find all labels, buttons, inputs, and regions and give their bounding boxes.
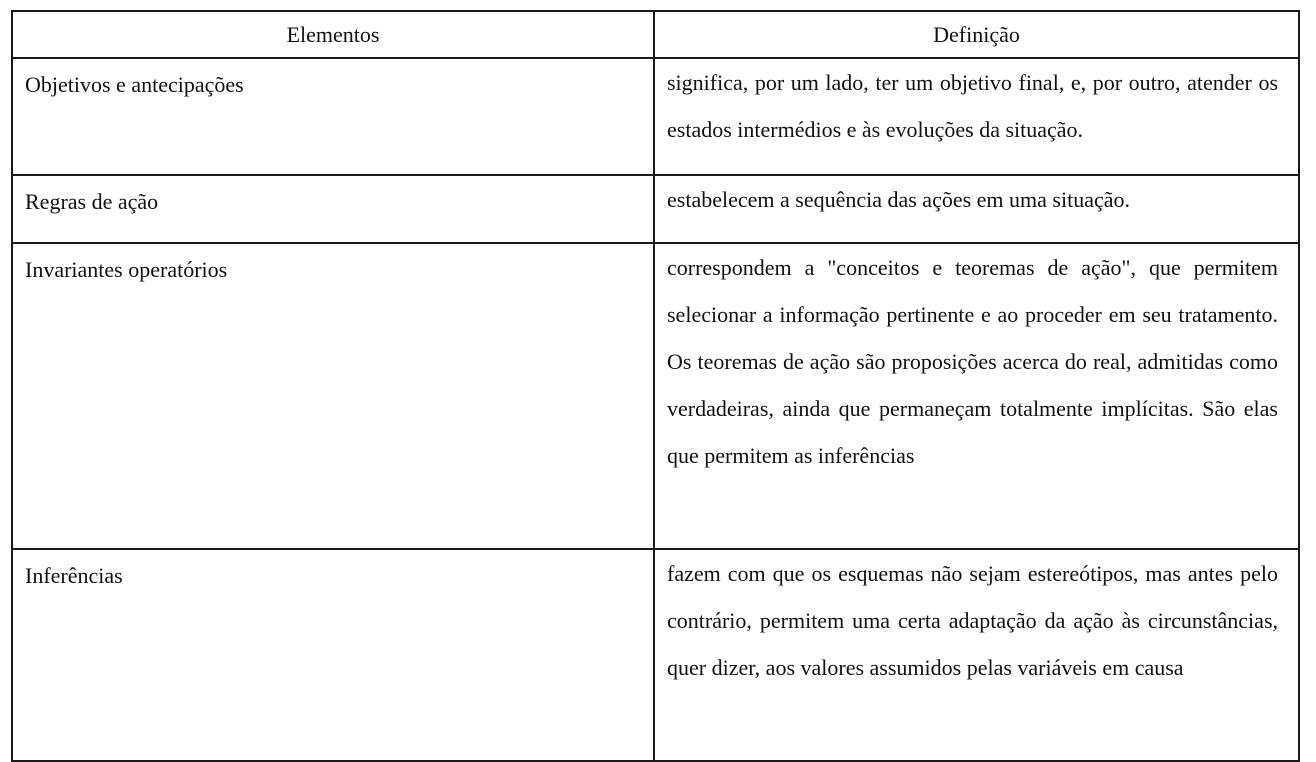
definition-cell: significa, por um lado, ter um objetivo final, e, por outro, atender os estados intermédios e às evoluções da situação. — [654, 58, 1299, 175]
table-row — [12, 243, 1299, 549]
element-cell: Invariantes operatórios — [12, 243, 654, 549]
table-header-row — [12, 11, 1299, 58]
element-cell: Objetivos e antecipações — [12, 58, 654, 175]
definitions-table-wrapper — [11, 10, 1298, 762]
elements-definitions-table — [11, 10, 1300, 762]
column-header-definicao: Definição — [654, 11, 1299, 58]
table-row — [12, 549, 1299, 761]
definition-cell: correspondem a "conceitos e teoremas de ação", que permitem selecionar a informação pertinente e ao proceder em seu tratamento. Os teoremas de ação são proposições acerca do real, admitidas como verdadeiras, ainda que permaneçam totalmente implícitas. São elas que permitem as inferências — [654, 243, 1299, 549]
definition-cell: estabelecem a sequência das ações em uma situação. — [654, 175, 1299, 243]
element-cell: Regras de ação — [12, 175, 654, 243]
table-row — [12, 175, 1299, 243]
column-header-elementos: Elementos — [12, 11, 654, 58]
table-row — [12, 58, 1299, 175]
element-cell: Inferências — [12, 549, 654, 761]
definition-cell: fazem com que os esquemas não sejam estereótipos, mas antes pelo contrário, permitem uma certa adaptação da ação às circunstâncias, quer dizer, aos valores assumidos pelas variáveis em causa — [654, 549, 1299, 761]
